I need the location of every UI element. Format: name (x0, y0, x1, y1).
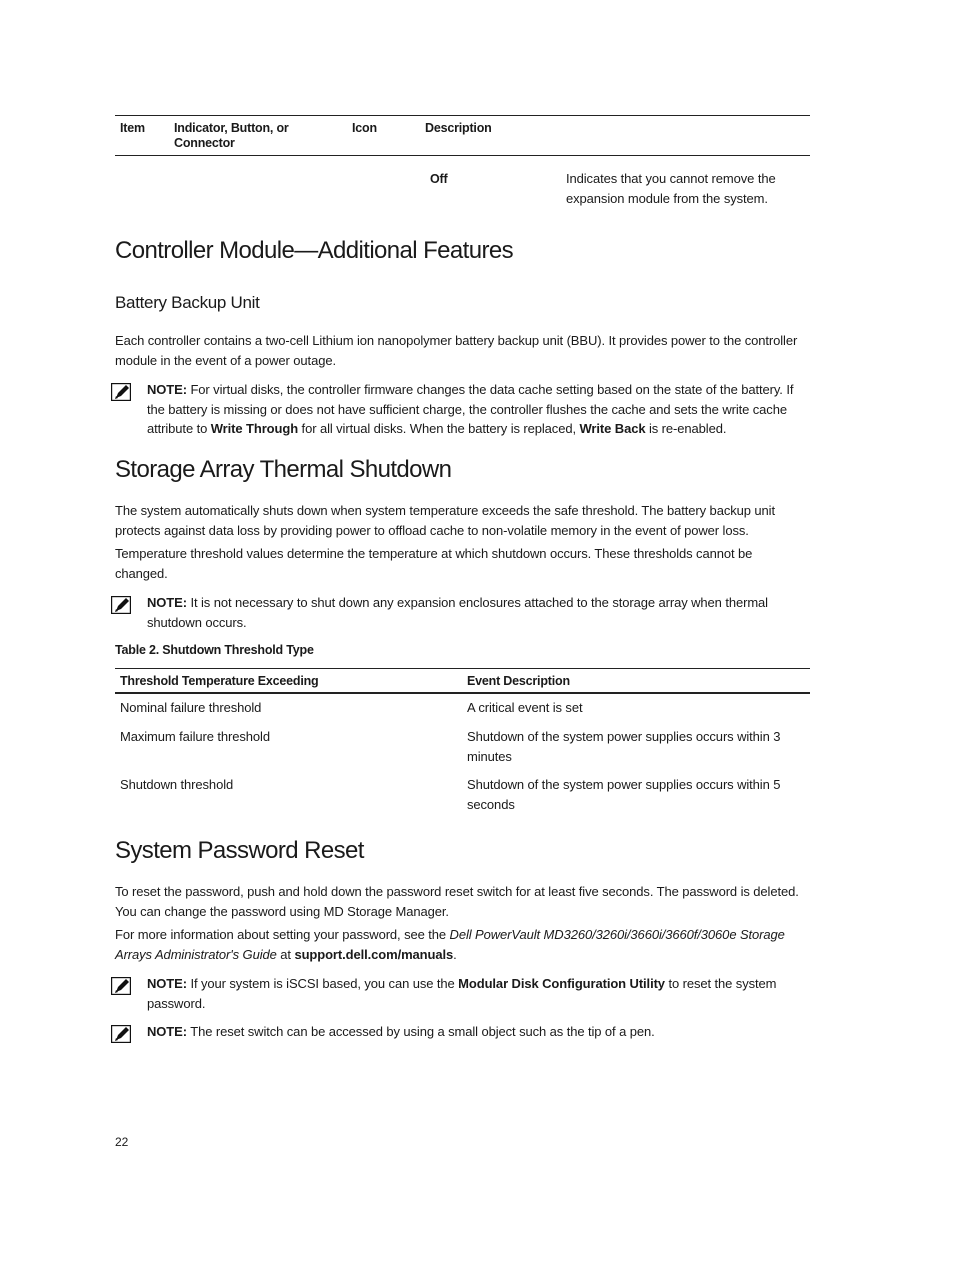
table-cell-event: Shutdown of the system power supplies occurs within 5 seconds (467, 777, 781, 812)
top-table-header-indicator: Indicator, Button, or Connector (174, 121, 289, 150)
note-text: It is not necessary to shut down any expansion enclosures attached to the storage array when thermal shutdown occurs. (147, 595, 768, 630)
para-text: at (276, 946, 295, 962)
table-cell-event: A critical event is set (467, 700, 583, 715)
threshold-table-rule-header (115, 692, 810, 694)
write-back-term: Write Back (579, 421, 646, 436)
note-bbu (147, 380, 809, 439)
note-label: NOTE: (147, 1024, 187, 1039)
paragraph-password-2 (115, 925, 805, 964)
page-number: 22 (115, 1135, 129, 1149)
heading-password-reset: System Password Reset (115, 837, 364, 864)
note-pencil-icon (111, 977, 131, 995)
top-table-header-icon: Icon (352, 121, 377, 135)
top-table-rule-top (115, 115, 810, 116)
note-text: to reset the system password. (147, 976, 777, 1011)
note-label: NOTE: (147, 382, 187, 397)
note-pencil-icon (111, 1025, 131, 1043)
paragraph-thermal-1: The system automatically shuts down when system temperature exceeds the safe threshold. The battery backup unit protects against data loss by providing power to offload cache to non-volatile memory in the event of power loss. (115, 503, 775, 538)
mdcu-term: Modular Disk Configuration Utility (458, 976, 665, 991)
note-thermal (147, 593, 809, 632)
top-table-header-description: Description (425, 121, 492, 135)
support-link[interactable]: support.dell.com/manuals (294, 946, 454, 962)
heading-controller-module: Controller Module—Additional Features (115, 237, 514, 264)
note-iscsi (147, 974, 809, 1013)
threshold-table-header-event: Event Description (467, 674, 570, 688)
table-cell-threshold: Nominal failure threshold (120, 700, 262, 715)
paragraph-password-1: To reset the password, push and hold down the password reset switch for at least five seconds. The password is deleted. You can change the password using MD Storage Manager. (115, 884, 799, 919)
note-text: is re-enabled. (645, 421, 727, 436)
note-text: If your system is iSCSI based, you can use the (186, 976, 459, 991)
note-reset-switch (147, 1022, 809, 1042)
top-table-rule-bottom (115, 155, 810, 156)
guide-title: Dell PowerVault MD3260/3260i/3660i/3660f/3060e Storage Arrays Administrator's Guide (115, 927, 785, 962)
note-text: The reset switch can be accessed by using a small object such as the tip of a pen. (186, 1024, 655, 1039)
note-label: NOTE: (147, 595, 187, 610)
heading-thermal-shutdown: Storage Array Thermal Shutdown (115, 456, 452, 483)
write-through-term: Write Through (210, 421, 299, 436)
table-cell-threshold: Maximum failure threshold (120, 729, 270, 744)
note-label: NOTE: (147, 976, 187, 991)
paragraph-thermal-2: Temperature threshold values determine the temperature at which shutdown occurs. These thresholds cannot be changed. (115, 546, 753, 581)
para-text: For more information about setting your password, see the (115, 927, 450, 942)
note-text: for all virtual disks. When the battery is replaced, (298, 421, 580, 436)
table-cell-event: Shutdown of the system power supplies occurs within 3 minutes (467, 729, 781, 764)
top-table-state-off: Off (430, 172, 448, 186)
note-pencil-icon (111, 383, 131, 401)
note-text: For virtual disks, the controller firmware changes the data cache setting based on the state of the battery. If the battery is missing or does not have sufficient charge, the controller flushes the cache and sets the write cache attribute to (147, 382, 794, 436)
paragraph-bbu: Each controller contains a two-cell Lithium ion nanopolymer battery backup unit (BBU). It provides power to the controller module in the event of a power outage. (115, 333, 798, 368)
threshold-table-header-temp: Threshold Temperature Exceeding (120, 674, 319, 688)
threshold-table-rule-top (115, 668, 810, 669)
table-caption: Table 2. Shutdown Threshold Type (115, 643, 314, 657)
table-cell-threshold: Shutdown threshold (120, 777, 234, 792)
top-table-description: Indicates that you cannot remove the expansion module from the system. (566, 171, 776, 206)
para-text: . (453, 946, 457, 962)
heading-battery-backup-unit: Battery Backup Unit (115, 293, 260, 312)
top-table-header-item: Item (120, 121, 145, 135)
note-pencil-icon (111, 596, 131, 614)
